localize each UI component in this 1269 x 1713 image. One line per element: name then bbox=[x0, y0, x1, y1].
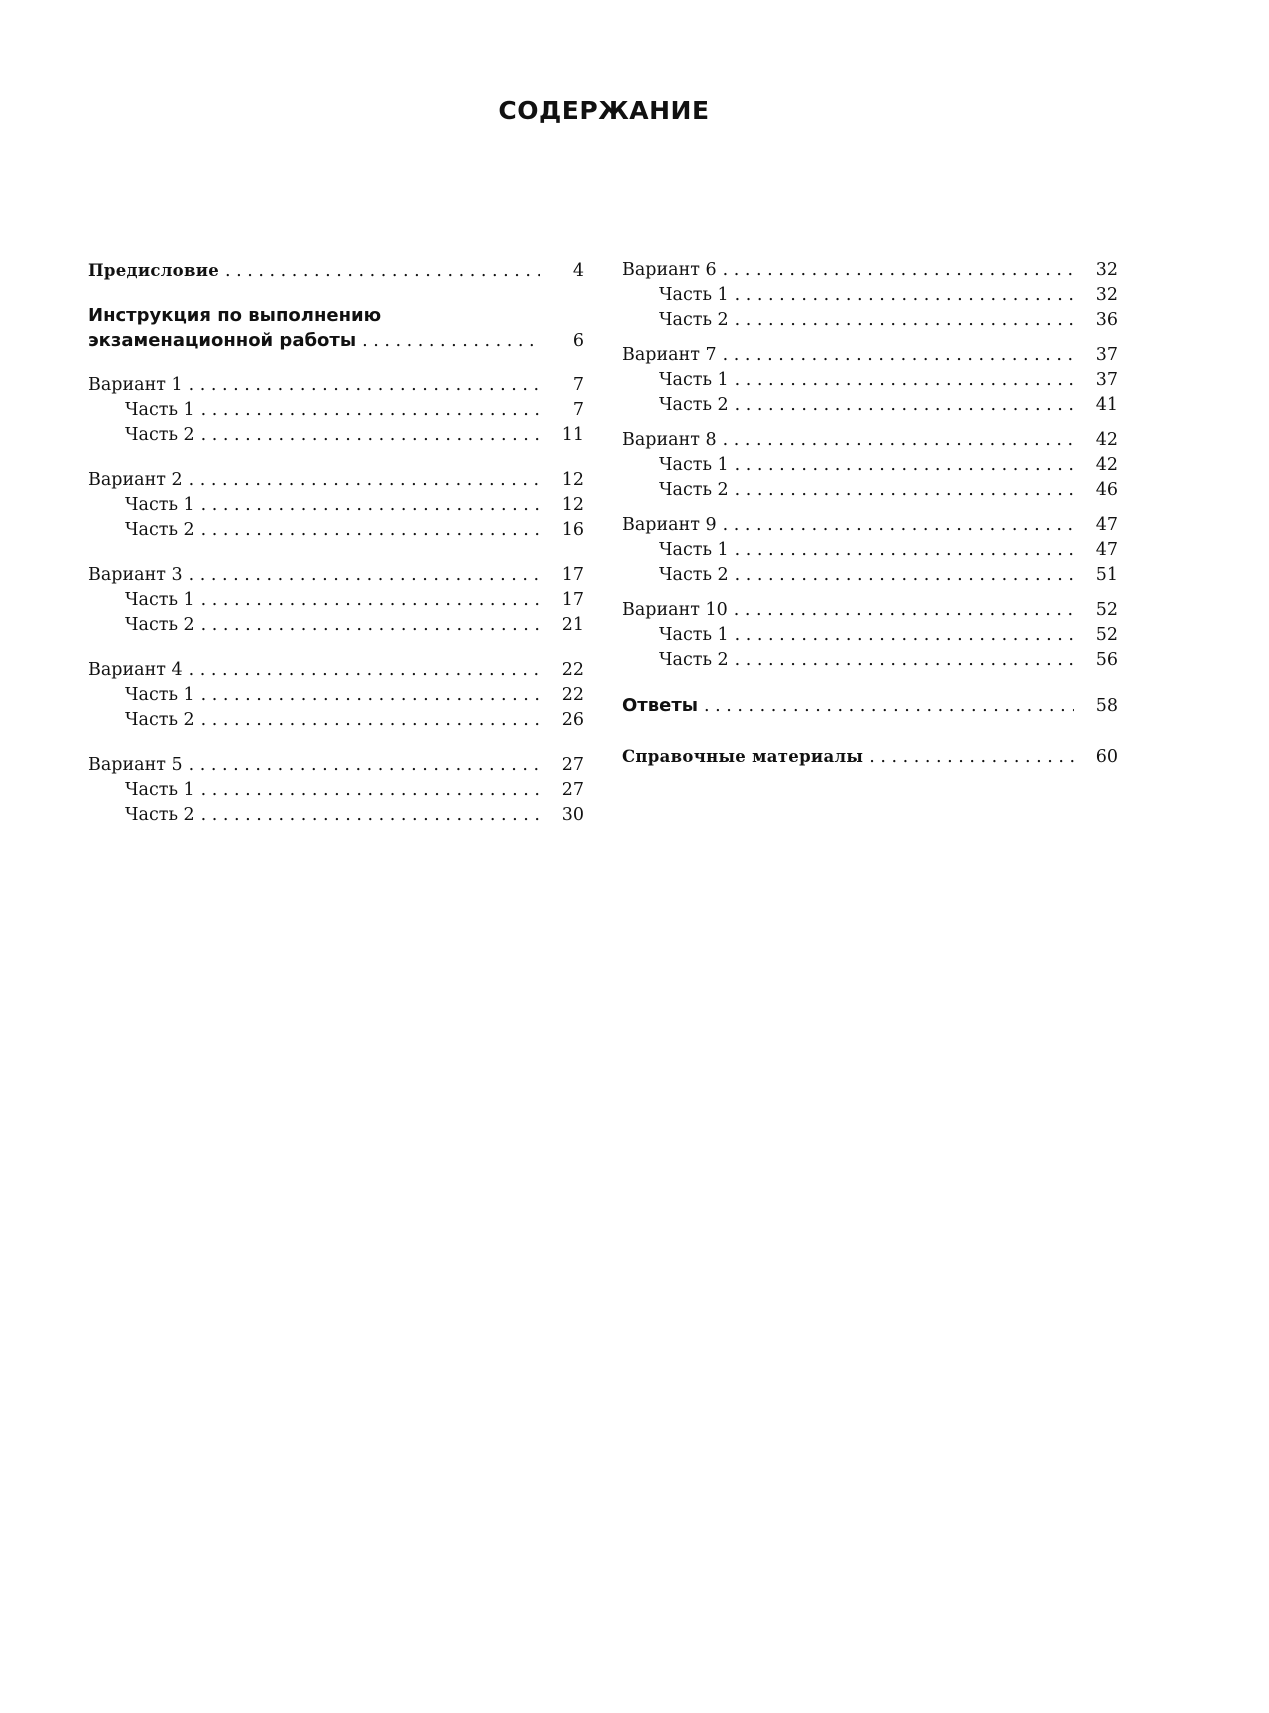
toc-entry-label: Часть 1 bbox=[659, 455, 729, 475]
dot-leader bbox=[735, 648, 1074, 673]
dot-leader bbox=[201, 803, 540, 828]
toc-page-number: 21 bbox=[561, 615, 584, 635]
toc-page-number: 51 bbox=[1095, 565, 1118, 585]
toc-entry-label: Часть 2 bbox=[659, 310, 729, 330]
dot-leader bbox=[735, 393, 1074, 418]
toc-entry-label: Часть 2 bbox=[659, 480, 729, 500]
toc-page-number: 58 bbox=[1095, 696, 1118, 716]
toc-entry-label: Вариант 8 bbox=[622, 430, 717, 450]
toc-group-variant-7 bbox=[622, 343, 1118, 418]
toc-page-number: 22 bbox=[561, 660, 584, 680]
toc-page-number: 42 bbox=[1095, 455, 1118, 475]
toc-entry-part[interactable] bbox=[88, 708, 584, 733]
dot-leader bbox=[735, 538, 1074, 563]
toc-entry-label: Часть 1 bbox=[125, 685, 195, 705]
toc-entry-variant[interactable] bbox=[622, 513, 1118, 538]
toc-entry-part[interactable] bbox=[622, 453, 1118, 478]
dot-leader bbox=[189, 468, 540, 493]
dot-leader bbox=[201, 493, 540, 518]
toc-entry-label: Часть 1 bbox=[125, 495, 195, 515]
toc-entry-label: Часть 2 bbox=[659, 395, 729, 415]
toc-entry-label: Вариант 10 bbox=[622, 600, 728, 620]
toc-group-variant-8 bbox=[622, 428, 1118, 503]
toc-entry-instruction-line1[interactable] bbox=[88, 303, 584, 328]
toc-page-number: 37 bbox=[1095, 345, 1118, 365]
toc-page-number: 17 bbox=[561, 565, 584, 585]
toc-page-number: 26 bbox=[561, 710, 584, 730]
toc-right-column bbox=[622, 258, 1118, 779]
dot-leader bbox=[201, 613, 540, 638]
toc-page-number: 37 bbox=[1095, 370, 1118, 390]
dot-leader bbox=[201, 708, 540, 733]
toc-page-number: 32 bbox=[1095, 260, 1118, 280]
dot-leader bbox=[723, 513, 1074, 538]
toc-page-number: 12 bbox=[561, 495, 584, 515]
toc-entry-variant[interactable] bbox=[88, 373, 584, 398]
toc-entry-label: Предисловие bbox=[88, 261, 220, 280]
toc-entry-label: Часть 2 bbox=[125, 425, 195, 445]
toc-entry-part[interactable] bbox=[88, 683, 584, 708]
toc-page-number: 42 bbox=[1095, 430, 1118, 450]
toc-entry-part[interactable] bbox=[622, 563, 1118, 588]
toc-page-number: 60 bbox=[1095, 747, 1118, 767]
toc-entry-label: Часть 1 bbox=[659, 370, 729, 390]
dot-leader bbox=[735, 478, 1074, 503]
toc-page-number: 16 bbox=[561, 520, 584, 540]
dot-leader bbox=[734, 598, 1074, 623]
toc-entry-part[interactable] bbox=[88, 398, 584, 423]
toc-entry-label: Часть 1 bbox=[125, 400, 195, 420]
toc-page-number: 7 bbox=[572, 400, 584, 420]
toc-entry-label: экзаменационной работы bbox=[88, 330, 357, 351]
toc-page-number: 36 bbox=[1095, 310, 1118, 330]
toc-entry-label: Часть 1 bbox=[659, 625, 729, 645]
toc-entry-part[interactable] bbox=[88, 518, 584, 543]
toc-entry-variant[interactable] bbox=[88, 753, 584, 778]
toc-entry-part[interactable] bbox=[88, 613, 584, 638]
dot-leader bbox=[735, 563, 1074, 588]
dot-leader bbox=[735, 308, 1074, 333]
toc-entry-label: Вариант 6 bbox=[622, 260, 717, 280]
toc-page-number: 46 bbox=[1095, 480, 1118, 500]
dot-leader bbox=[225, 259, 540, 284]
toc-left-column bbox=[88, 258, 584, 838]
dot-leader bbox=[201, 683, 540, 708]
dot-leader bbox=[189, 563, 540, 588]
toc-entry-label: Вариант 7 bbox=[622, 345, 717, 365]
toc-group-variant-4 bbox=[88, 658, 584, 733]
toc-entry-label: Часть 1 bbox=[125, 590, 195, 610]
dot-leader bbox=[735, 283, 1074, 308]
dot-leader bbox=[869, 745, 1074, 770]
toc-page-number: 47 bbox=[1095, 515, 1118, 535]
toc-page-number: 56 bbox=[1095, 650, 1118, 670]
toc-group-variant-1 bbox=[88, 373, 584, 448]
toc-entry-part[interactable] bbox=[88, 803, 584, 828]
dot-leader bbox=[735, 623, 1074, 648]
dot-leader bbox=[735, 453, 1074, 478]
toc-entry-preface[interactable] bbox=[88, 258, 584, 283]
toc-entry-part[interactable] bbox=[622, 538, 1118, 563]
toc-page-number: 27 bbox=[561, 755, 584, 775]
dot-leader bbox=[189, 658, 540, 683]
toc-entry-label: Часть 2 bbox=[659, 650, 729, 670]
toc-entry-variant[interactable] bbox=[622, 258, 1118, 283]
toc-entry-label: Вариант 4 bbox=[88, 660, 183, 680]
dot-leader bbox=[723, 428, 1074, 453]
toc-entry-variant[interactable] bbox=[622, 598, 1118, 623]
toc-page-number: 6 bbox=[572, 331, 584, 351]
toc-group-variant-5 bbox=[88, 753, 584, 828]
toc-entry-part[interactable] bbox=[622, 308, 1118, 333]
toc-entry-variant[interactable] bbox=[88, 563, 584, 588]
toc-entry-label: Справочные материалы bbox=[622, 747, 864, 766]
toc-page-number: 47 bbox=[1095, 540, 1118, 560]
toc-group-variant-6 bbox=[622, 258, 1118, 333]
toc-entry-answers[interactable] bbox=[622, 693, 1118, 718]
toc-page-number: 17 bbox=[561, 590, 584, 610]
toc-entry-label: Вариант 3 bbox=[88, 565, 183, 585]
toc-entry-label: Вариант 1 bbox=[88, 375, 183, 395]
toc-entry-part[interactable] bbox=[622, 623, 1118, 648]
toc-entry-part[interactable] bbox=[622, 283, 1118, 308]
toc-entry-label: Часть 2 bbox=[125, 520, 195, 540]
toc-entry-label: Инструкция по выполнению bbox=[88, 305, 382, 326]
toc-entry-label: Часть 1 bbox=[659, 285, 729, 305]
toc-entry-label: Часть 2 bbox=[125, 615, 195, 635]
dot-leader bbox=[189, 373, 540, 398]
toc-group-variant-3 bbox=[88, 563, 584, 638]
toc-entry-variant[interactable] bbox=[88, 658, 584, 683]
dot-leader bbox=[201, 518, 540, 543]
toc-entry-variant[interactable] bbox=[88, 468, 584, 493]
toc-page-number: 4 bbox=[572, 261, 584, 281]
toc-group-answers bbox=[622, 693, 1118, 718]
toc-entry-part[interactable] bbox=[622, 368, 1118, 393]
dot-leader bbox=[735, 368, 1074, 393]
dot-leader bbox=[201, 398, 540, 423]
toc-page-number: 12 bbox=[561, 470, 584, 490]
toc-entry-part[interactable] bbox=[88, 423, 584, 448]
toc-entry-reference[interactable] bbox=[622, 744, 1118, 769]
toc-entry-part[interactable] bbox=[622, 393, 1118, 418]
toc-page-number: 52 bbox=[1095, 600, 1118, 620]
toc-entry-label: Вариант 2 bbox=[88, 470, 183, 490]
toc-group-reference bbox=[622, 744, 1118, 769]
page-title: СОДЕРЖАНИЕ bbox=[498, 96, 710, 125]
toc-group-preface bbox=[88, 258, 584, 283]
toc-group-variant-9 bbox=[622, 513, 1118, 588]
toc-entry-variant[interactable] bbox=[622, 343, 1118, 368]
toc-entry-label: Часть 2 bbox=[659, 565, 729, 585]
dot-leader bbox=[201, 423, 540, 448]
dot-leader bbox=[704, 694, 1074, 719]
toc-page-number: 22 bbox=[561, 685, 584, 705]
dot-leader bbox=[362, 329, 540, 354]
toc-entry-part[interactable] bbox=[622, 478, 1118, 503]
toc-page-number: 27 bbox=[561, 780, 584, 800]
dot-leader bbox=[723, 258, 1074, 283]
toc-page-number: 41 bbox=[1095, 395, 1118, 415]
toc-entry-part[interactable] bbox=[88, 588, 584, 613]
toc-page-number: 32 bbox=[1095, 285, 1118, 305]
toc-entry-label: Вариант 5 bbox=[88, 755, 183, 775]
dot-leader bbox=[723, 343, 1074, 368]
toc-entry-label: Часть 2 bbox=[125, 805, 195, 825]
toc-page-number: 30 bbox=[561, 805, 584, 825]
toc-entry-label: Часть 1 bbox=[659, 540, 729, 560]
toc-page-number: 52 bbox=[1095, 625, 1118, 645]
toc-entry-part[interactable] bbox=[88, 778, 584, 803]
toc-entry-label: Ответы bbox=[622, 695, 699, 716]
toc-entry-label: Часть 1 bbox=[125, 780, 195, 800]
toc-entry-instruction[interactable] bbox=[88, 328, 584, 353]
toc-entry-part[interactable] bbox=[622, 648, 1118, 673]
dot-leader bbox=[201, 778, 540, 803]
toc-entry-label: Вариант 9 bbox=[622, 515, 717, 535]
toc-group-variant-10 bbox=[622, 598, 1118, 673]
toc-entry-part[interactable] bbox=[88, 493, 584, 518]
toc-page-number: 7 bbox=[572, 375, 584, 395]
toc-entry-variant[interactable] bbox=[622, 428, 1118, 453]
dot-leader bbox=[189, 753, 540, 778]
toc-page-number: 11 bbox=[561, 425, 584, 445]
toc-group-variant-2 bbox=[88, 468, 584, 543]
toc-group-instruction bbox=[88, 303, 584, 353]
toc-entry-label: Часть 2 bbox=[125, 710, 195, 730]
dot-leader bbox=[201, 588, 540, 613]
